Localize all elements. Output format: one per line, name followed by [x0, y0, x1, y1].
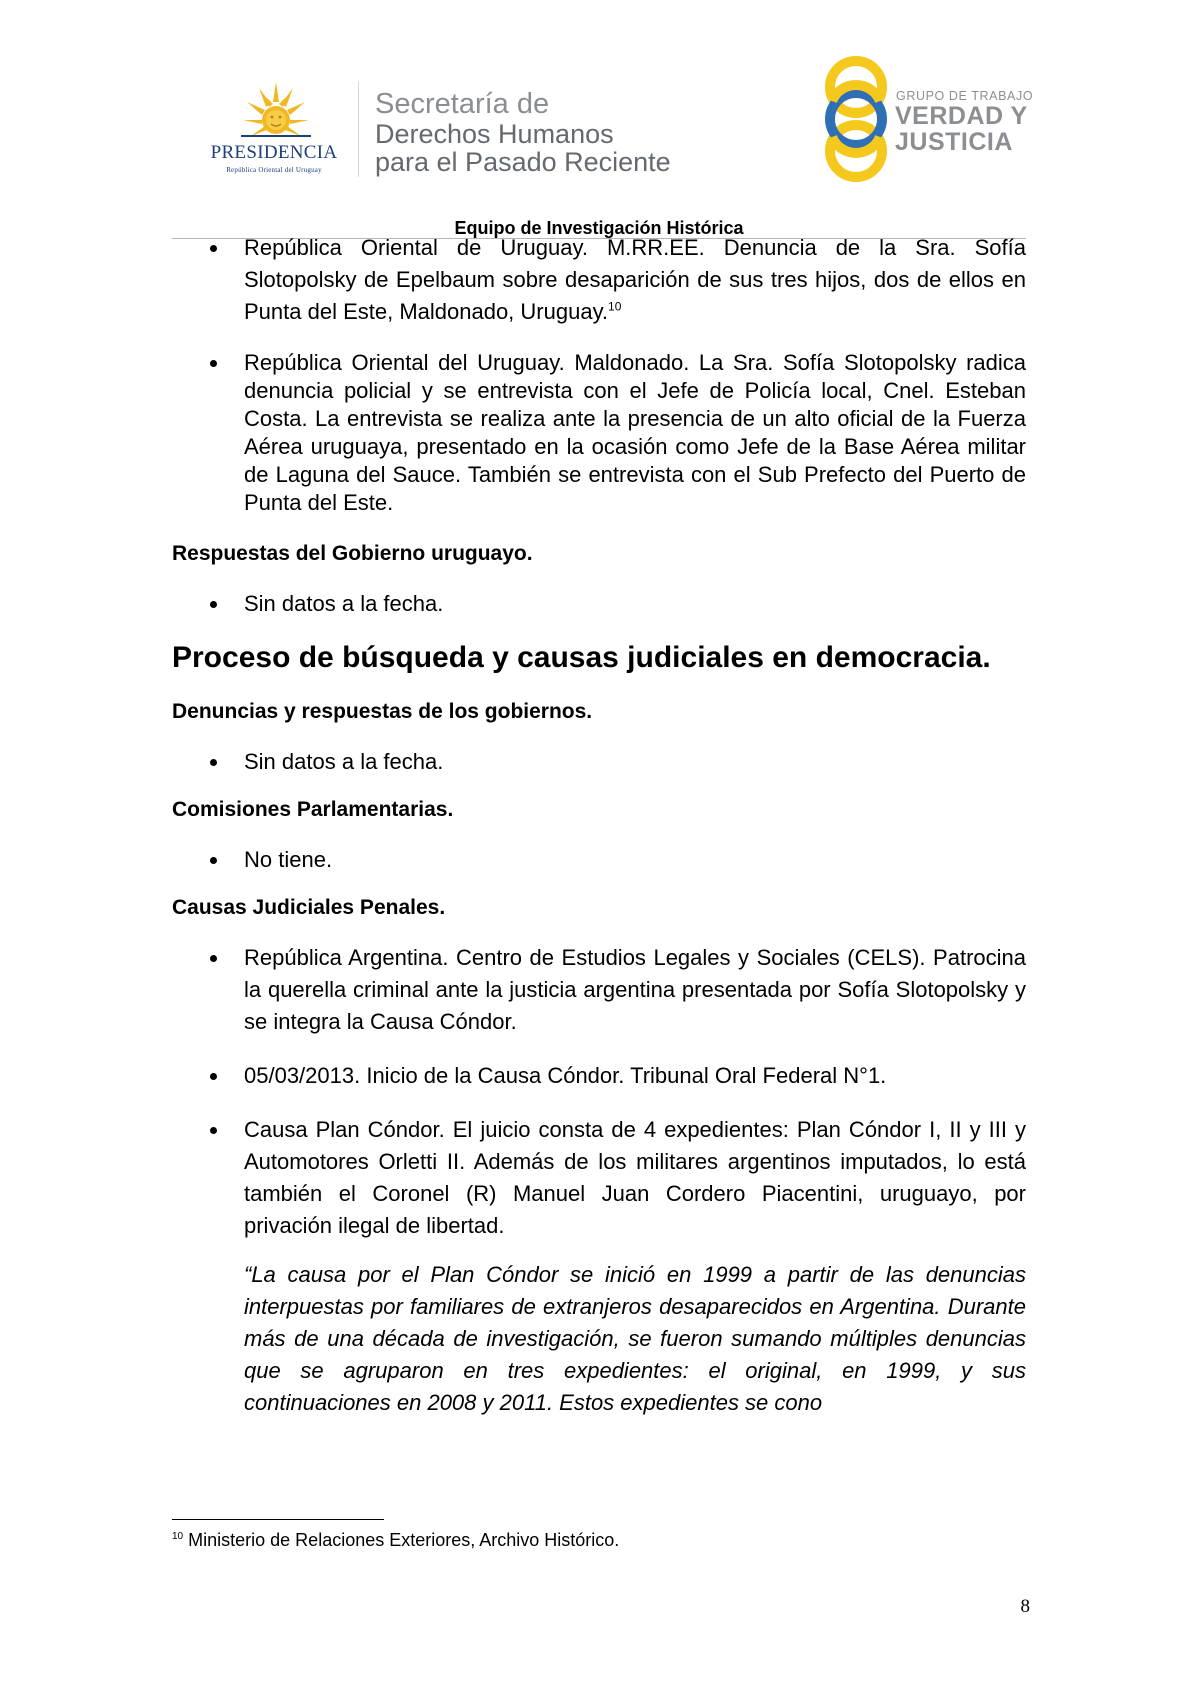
- list-item: [172, 349, 1026, 517]
- sun-emblem-icon: [241, 80, 311, 142]
- block-quote: “La causa por el Plan Cóndor se inició en 1999 a partir de las denuncias interpuestas por familiares de extranjeros desaparecidos en Argentina. Durante más de una década de investigación, se fueron sumando múltiples denuncias que se agruparon en tres expedientes: el original, en 1999, y sus continuaciones en 2008 y 2011. Estos expedientes se cono: [244, 1262, 1026, 1415]
- section-heading: Denuncias y respuestas de los gobiernos.: [172, 700, 593, 723]
- section-heading: Respuestas del Gobierno uruguayo.: [172, 542, 533, 565]
- list-item: [172, 942, 1026, 1038]
- bullet-icon: [210, 857, 217, 864]
- list-item: [172, 844, 1026, 876]
- list-item: [172, 1114, 1026, 1242]
- list-item-text: No tiene.: [244, 847, 333, 872]
- list-item-text: Sin datos a la fecha.: [244, 591, 444, 616]
- footnote: [172, 1528, 619, 1552]
- bullet-icon: [210, 759, 217, 766]
- bullet-icon: [210, 601, 217, 608]
- footnote-text: Ministerio de Relaciones Exteriores, Archivo Histórico.: [188, 1530, 620, 1550]
- list-item-text: República Argentina. Centro de Estudios Legales y Sociales (CELS). Patrocina la querella criminal ante la justicia argentina presentada por Sofía Slotopolsky y se integra la Causa Cóndor.: [244, 945, 1026, 1034]
- footnote-ref[interactable]: 10: [608, 299, 622, 314]
- secretaria-line-1: Secretaría de: [375, 88, 550, 120]
- section-heading: Causas Judiciales Penales.: [172, 896, 446, 919]
- page-body: [172, 235, 1026, 1419]
- presidencia-text: PRESIDENCIA: [210, 142, 338, 163]
- secretaria-line-2: Derechos Humanos: [375, 119, 614, 149]
- grupo-verdad-text: VERDAD Y: [895, 102, 1028, 130]
- running-title: Equipo de Investigación Histórica: [454, 218, 744, 238]
- section-heading: Comisiones Parlamentarias.: [172, 798, 454, 821]
- secretaria-line-3: para el Pasado Reciente: [375, 147, 671, 177]
- list-item-text: República Oriental del Uruguay. Maldonado. La Sra. Sofía Slotopolsky radica denuncia policial y se entrevista con el Jefe de Policía local, Cnel. Esteban Costa. La entrevista se realiza ante la presencia de un alto oficial de la Fuerza Aérea uruguaya, presentado en la ocasión como Jefe de la Base Aérea militar de Laguna del Sauce. También se entrevista con el Sub Prefecto del Puerto de Punta del Este.: [244, 350, 1026, 515]
- page-header: [0, 0, 1190, 230]
- bullet-icon: [210, 1127, 217, 1134]
- major-heading: Proceso de búsqueda y causas judiciales en democracia.: [172, 641, 991, 674]
- list-item: [172, 746, 1026, 778]
- list-item: [172, 232, 1026, 328]
- list-item-text: 05/03/2013. Inicio de la Causa Cóndor. Tribunal Oral Federal N°1.: [244, 1063, 887, 1088]
- list-item-text: República Oriental de Uruguay. M.RR.EE. Denuncia de la Sra. Sofía Slotopolsky de Epelbaum sobre desaparición de sus tres hijos, dos de ellos en Punta del Este, Maldonado, Uruguay.: [244, 235, 1026, 324]
- grupo-small-text: GRUPO DE TRABAJO: [896, 89, 1034, 103]
- grupo-verdad-justicia-logo: [820, 55, 1034, 185]
- footnote-number: 10: [172, 1531, 184, 1542]
- bullet-icon: [210, 955, 217, 962]
- footnote-rule: [172, 1519, 384, 1520]
- header-divider: [358, 82, 359, 177]
- bullet-icon: [210, 360, 217, 367]
- bullet-icon: [210, 245, 217, 252]
- bullet-icon: [210, 1073, 217, 1080]
- presidencia-logo: [196, 80, 356, 180]
- interlocked-rings-icon: [820, 55, 892, 185]
- list-item: [172, 1060, 1026, 1092]
- presidencia-subtext: República Oriental del Uruguay: [226, 166, 322, 174]
- page-number: 8: [1020, 1596, 1030, 1617]
- secretaria-logo-text: [375, 88, 671, 176]
- list-item-text: Sin datos a la fecha.: [244, 749, 444, 774]
- list-item-text: Causa Plan Cóndor. El juicio consta de 4 expedientes: Plan Cóndor I, II y III y Automotores Orletti II. Además de los militares argentinos imputados, lo está también el Coronel (R) Manuel Juan Cordero Piacentini, uruguayo, por privación ilegal de libertad.: [244, 1117, 1026, 1238]
- grupo-justicia-text: JUSTICIA: [895, 128, 1013, 156]
- list-item: [172, 588, 1026, 620]
